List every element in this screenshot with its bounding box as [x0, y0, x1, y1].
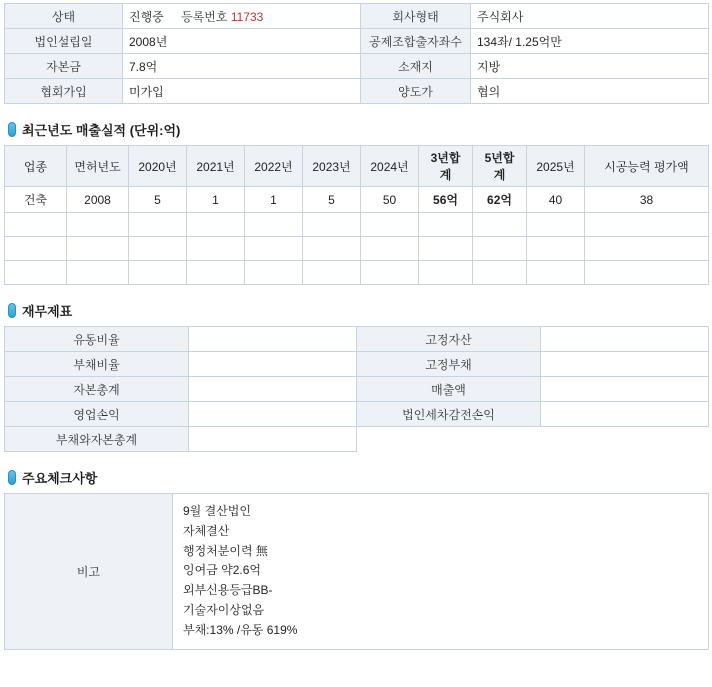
table-row [5, 494, 709, 650]
cell-empty [419, 213, 473, 237]
cell-5year-total: 62억 [473, 187, 527, 213]
cell-2023: 5 [303, 187, 361, 213]
fin-value-pretax-income [541, 402, 709, 427]
cell-empty [585, 213, 709, 237]
fin-label-current-ratio: 유동비율 [5, 327, 189, 352]
fin-value-fixed-assets [541, 327, 709, 352]
financial-statement-table [4, 326, 709, 452]
status-value: 진행중 [129, 9, 164, 24]
col-header-capability-rating: 시공능력 평가액 [585, 146, 709, 187]
capsule-icon [8, 303, 16, 318]
info-label-company-type: 회사형태 [361, 4, 471, 29]
fin-label-total-capital: 자본총계 [5, 377, 189, 402]
col-header-2025: 2025년 [527, 146, 585, 187]
fin-value-current-ratio [189, 327, 357, 352]
cell-empty [245, 213, 303, 237]
info-value-location: 지방 [471, 54, 709, 79]
cell-empty [67, 237, 129, 261]
fin-label-total-liabilities-equity: 부채와자본총계 [5, 427, 189, 452]
info-value-association: 미가입 [123, 79, 361, 104]
fin-label-operating-income: 영업손익 [5, 402, 189, 427]
cell-empty [419, 261, 473, 285]
info-label-capital: 자본금 [5, 54, 123, 79]
section-title-sales: 최근년도 매출실적 (단위:억) [22, 123, 181, 138]
cell-empty [245, 261, 303, 285]
cell-empty [67, 213, 129, 237]
fin-value-total-liabilities-equity [189, 427, 357, 452]
registration-number-value: 11733 [230, 9, 264, 24]
info-value-company-type: 주식회사 [471, 4, 709, 29]
cell-3year-total: 56억 [419, 187, 473, 213]
info-value-capital: 7.8억 [123, 54, 361, 79]
remark-line: 외부신용등급BB- [183, 583, 273, 598]
table-row [5, 327, 709, 352]
fin-label-pretax-income: 법인세차감전손익 [357, 402, 541, 427]
cell-empty [303, 237, 361, 261]
cell-empty [303, 213, 361, 237]
section-header-sales [8, 120, 708, 139]
cell-empty [245, 237, 303, 261]
col-header-industry: 업종 [5, 146, 67, 187]
table-row [5, 352, 709, 377]
fin-value-debt-ratio [189, 352, 357, 377]
capsule-icon [8, 470, 16, 485]
col-header-5year-total: 5년합계 [473, 146, 527, 187]
remarks-value [173, 494, 709, 650]
col-header-2023: 2023년 [303, 146, 361, 187]
sales-performance-table [4, 145, 709, 285]
cell-empty [5, 213, 67, 237]
cell-empty [129, 261, 187, 285]
info-value-transfer-price: 협의 [471, 79, 709, 104]
fin-value-operating-income [189, 402, 357, 427]
fin-label-fixed-liabilities: 고정부채 [357, 352, 541, 377]
info-label-association: 협회가입 [5, 79, 123, 104]
fin-value-fixed-liabilities [541, 352, 709, 377]
cell-industry: 건축 [5, 187, 67, 213]
capsule-icon [8, 122, 16, 137]
info-value-status [123, 4, 361, 29]
table-row [5, 402, 709, 427]
cell-license-year: 2008 [67, 187, 129, 213]
remark-line: 자체결산 [183, 523, 230, 538]
cell-empty [585, 237, 709, 261]
remark-line: 부채:13% /유동 619% [183, 622, 298, 637]
cell-empty [187, 237, 245, 261]
cell-empty [129, 213, 187, 237]
section-title-finance: 재무제표 [22, 304, 73, 319]
cell-empty [5, 237, 67, 261]
table-row [5, 79, 709, 104]
section-header-finance [8, 301, 708, 320]
table-row [5, 237, 709, 261]
cell-empty [527, 261, 585, 285]
info-label-establish-date: 법인설립일 [5, 29, 123, 54]
fin-spacer [541, 427, 709, 452]
table-row [5, 377, 709, 402]
cell-2021: 1 [187, 187, 245, 213]
cell-empty [585, 261, 709, 285]
registration-number-label: 등록번호 [181, 9, 228, 24]
cell-empty [187, 261, 245, 285]
cell-empty [361, 237, 419, 261]
info-label-mutual-aid-shares: 공제조합출자좌수 [361, 29, 471, 54]
cell-empty [303, 261, 361, 285]
cell-empty [67, 261, 129, 285]
remark-line: 9월 결산법인 [183, 504, 251, 518]
table-row [5, 4, 709, 29]
fin-label-debt-ratio: 부채비율 [5, 352, 189, 377]
table-header-row [5, 146, 709, 187]
cell-empty [5, 261, 67, 285]
fin-value-total-capital [189, 377, 357, 402]
document-page [0, 3, 712, 687]
fin-label-revenue: 매출액 [357, 377, 541, 402]
table-row [5, 213, 709, 237]
table-row [5, 54, 709, 79]
remark-line: 행정처분이력 無 [183, 543, 268, 558]
table-row [5, 427, 709, 452]
cell-empty [187, 213, 245, 237]
fin-label-fixed-assets: 고정자산 [357, 327, 541, 352]
col-header-license-year: 면허년도 [67, 146, 129, 187]
col-header-2021: 2021년 [187, 146, 245, 187]
info-value-mutual-aid-shares: 134좌/ 1.25억만 [471, 29, 709, 54]
remarks-table [4, 493, 709, 650]
remark-line: 잉여금 약2.6억 [183, 563, 261, 578]
cell-empty [527, 213, 585, 237]
cell-2025: 40 [527, 187, 585, 213]
cell-2020: 5 [129, 187, 187, 213]
table-row [5, 261, 709, 285]
table-row [5, 187, 709, 213]
cell-empty [473, 261, 527, 285]
cell-empty [361, 261, 419, 285]
cell-empty [473, 213, 527, 237]
remark-line: 기술자이상없음 [183, 602, 265, 617]
cell-2024: 50 [361, 187, 419, 213]
cell-2022: 1 [245, 187, 303, 213]
cell-empty [419, 237, 473, 261]
info-label-location: 소재지 [361, 54, 471, 79]
col-header-2024: 2024년 [361, 146, 419, 187]
company-info-table [4, 3, 709, 104]
col-header-2022: 2022년 [245, 146, 303, 187]
fin-spacer [357, 427, 541, 452]
cell-empty [361, 213, 419, 237]
info-label-transfer-price: 양도가 [361, 79, 471, 104]
remarks-label: 비고 [5, 494, 173, 650]
info-label-status: 상태 [5, 4, 123, 29]
cell-empty [473, 237, 527, 261]
table-row [5, 29, 709, 54]
cell-empty [527, 237, 585, 261]
section-title-checkpoints: 주요체크사항 [22, 471, 98, 486]
cell-capability-rating: 38 [585, 187, 709, 213]
col-header-2020: 2020년 [129, 146, 187, 187]
col-header-3year-total: 3년합계 [419, 146, 473, 187]
info-value-establish-date: 2008년 [123, 29, 361, 54]
section-header-checkpoints [8, 468, 708, 487]
fin-value-revenue [541, 377, 709, 402]
cell-empty [129, 237, 187, 261]
